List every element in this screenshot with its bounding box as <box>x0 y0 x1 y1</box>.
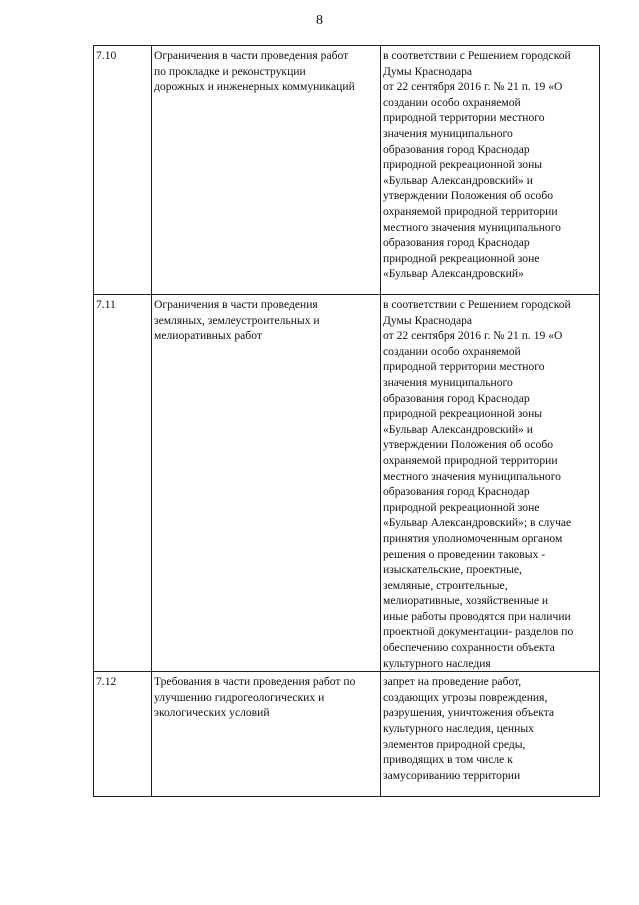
row-number-cell: 7.11 <box>94 295 152 672</box>
table-row <box>94 46 600 295</box>
restriction-description-cell: в соответствии с Решением городской Думы Краснодара от 22 сентября 2016 г. № 21 п. 19 «О создании особо охраняемой природной территории местного значения муниципального образования город Краснодар природной рекреационной зоны «Бульвар Александровский» и утверждении Положения об особо охраняемой природной территории местного значения муниципального образования город Краснодар природной рекреационной зоне «Бульвар Александровский»; в случае принятия уполномоченным органом решения о проведении таковых - изыскательские, проектные, земляные, строительные, мелиоративные, хозяйственные и иные работы проводятся при наличии проектной документации- разделов по обеспечению сохранности объекта культурного наследия <box>381 295 600 672</box>
restriction-name-cell: Ограничения в части проведения работ по прокладке и реконструкции дорожных и инженерных коммуникаций <box>152 46 381 295</box>
row-number-cell: 7.10 <box>94 46 152 295</box>
page-number: 8 <box>316 13 323 28</box>
restriction-description-cell: запрет на проведение работ, создающих угрозы повреждения, разрушения, уничтожения объекта культурного наследия, ценных элементов природной среды, приводящих в том числе к замусориванию территории <box>381 672 600 797</box>
restriction-name-cell: Ограничения в части проведения земляных, землеустроительных и мелиоративных работ <box>152 295 381 672</box>
restrictions-table <box>93 45 600 797</box>
restriction-description-cell: в соответствии с Решением городской Думы Краснодара от 22 сентября 2016 г. № 21 п. 19 «О создании особо охраняемой природной территории местного значения муниципального образования город Краснодар природной рекреационной зоны «Бульвар Александровский» и утверждении Положения об особо охраняемой природной территории местного значения муниципального образования город Краснодар природной рекреационной зоне «Бульвар Александровский» <box>381 46 600 295</box>
table-row <box>94 672 600 797</box>
row-number-cell: 7.12 <box>94 672 152 797</box>
table-row <box>94 295 600 672</box>
restriction-name-cell: Требования в части проведения работ по улучшению гидрогеологических и экологических условий <box>152 672 381 797</box>
